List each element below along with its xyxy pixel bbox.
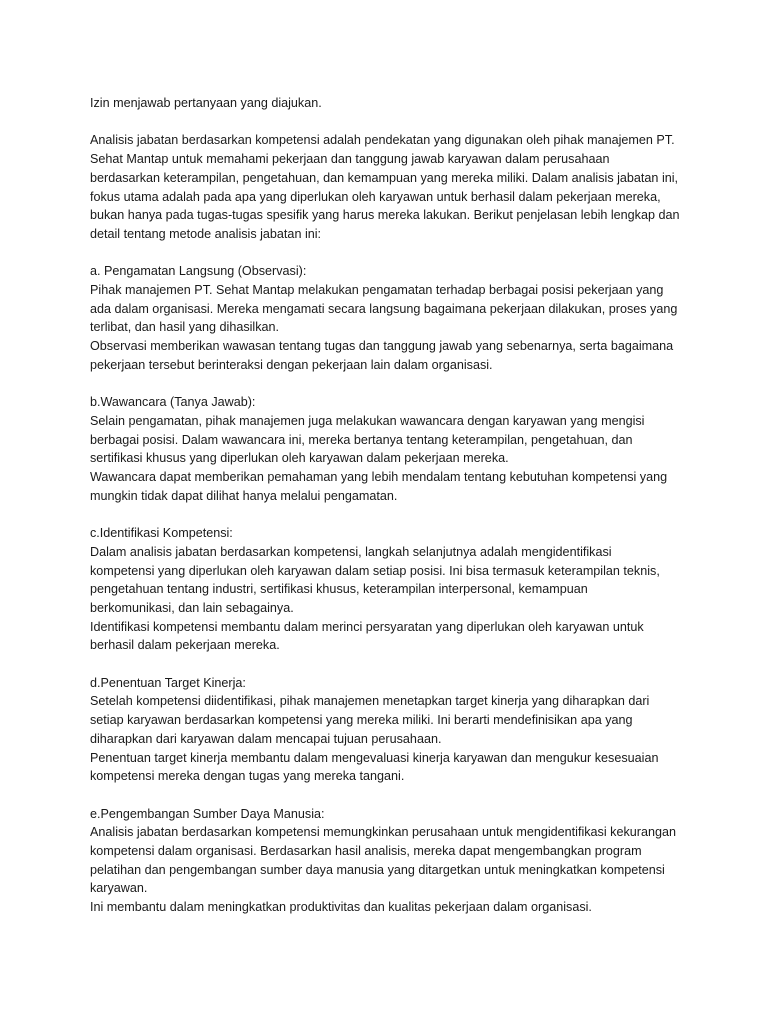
section-line: ada dalam organisasi. Mereka mengamati secara langsung bagaimana pekerjaan dilakukan, proses yang	[90, 301, 678, 316]
section-line: sertifikasi khusus yang diperlukan oleh karyawan dalam pekerjaan mereka.	[90, 451, 509, 466]
section-line: kompetensi mereka dengan tugas yang mereka tangani.	[90, 769, 405, 784]
section-pengembangan-sdm	[90, 805, 690, 917]
section-line: pengetahuan tentang industri, sertifikasi khusus, keterampilan interpersonal, kemampuan	[90, 582, 588, 597]
section-line: Setelah kompetensi diidentifikasi, pihak manajemen menetapkan target kinerja yang diharapkan dari	[90, 694, 650, 709]
paragraph-gap	[90, 244, 690, 263]
section-line: Observasi memberikan wawasan tentang tugas dan tanggung jawab yang sebenarnya, serta bagaimana	[90, 339, 674, 354]
paragraph-gap	[90, 375, 690, 394]
section-line: Ini membantu dalam meningkatkan produktivitas dan kualitas pekerjaan dalam organisasi.	[90, 900, 592, 915]
section-wawancara	[90, 393, 690, 505]
overview-line: Sehat Mantap untuk memahami pekerjaan dan tanggung jawab karyawan dalam perusahaan	[90, 152, 610, 167]
section-line: karyawan.	[90, 881, 148, 896]
document-page	[90, 94, 690, 917]
section-line: Wawancara dapat memberikan pemahaman yang lebih mendalam tentang kebutuhan kompetensi yang	[90, 470, 668, 485]
paragraph-gap	[90, 655, 690, 674]
section-heading: b.Wawancara (Tanya Jawab):	[90, 395, 256, 410]
section-line: berbagai posisi. Dalam wawancara ini, mereka bertanya tentang keterampilan, pengetahuan, dan	[90, 432, 633, 447]
overview-line: berdasarkan keterampilan, pengetahuan, dan kemampuan yang mereka miliki. Dalam analisis jabatan ini,	[90, 170, 679, 185]
section-line: berhasil dalam pekerjaan mereka.	[90, 638, 280, 653]
paragraph-gap	[90, 505, 690, 524]
overview-line: bukan hanya pada tugas-tugas spesifik yang harus mereka lakukan. Berikut penjelasan lebih lengkap dan	[90, 208, 680, 223]
overview-line: Analisis jabatan berdasarkan kompetensi adalah pendekatan yang digunakan oleh pihak manajemen PT.	[90, 133, 675, 148]
paragraph-gap	[90, 786, 690, 805]
section-line: Penentuan target kinerja membantu dalam mengevaluasi kinerja karyawan dan mengukur kesesuaian	[90, 750, 659, 765]
paragraph-gap	[90, 113, 690, 132]
section-observasi	[90, 262, 690, 374]
section-line: Analisis jabatan berdasarkan kompetensi memungkinkan perusahaan untuk mengidentifikasi kekurangan	[90, 825, 676, 840]
section-identifikasi	[90, 524, 690, 655]
section-line: berkomunikasi, dan lain sebagainya.	[90, 600, 294, 615]
section-line: kompetensi dalam organisasi. Berdasarkan hasil analisis, mereka dapat mengembangkan program	[90, 844, 642, 859]
section-line: pekerjaan tersebut berinteraksi dengan pekerjaan lain dalam organisasi.	[90, 357, 493, 372]
overview-paragraph	[90, 131, 690, 243]
section-line: pelatihan dan pengembangan sumber daya manusia yang ditargetkan untuk meningkatkan kompetensi	[90, 862, 665, 877]
section-heading: d.Penentuan Target Kinerja:	[90, 675, 246, 690]
section-line: setiap karyawan berdasarkan kompetensi yang mereka miliki. Ini berarti mendefinisikan apa yang	[90, 713, 633, 728]
section-heading: a. Pengamatan Langsung (Observasi):	[90, 264, 307, 279]
section-heading: c.Identifikasi Kompetensi:	[90, 526, 233, 541]
section-line: kompetensi yang diperlukan oleh karyawan dalam setiap posisi. Ini bisa termasuk keterampilan teknis,	[90, 563, 660, 578]
section-line: Selain pengamatan, pihak manajemen juga melakukan wawancara dengan karyawan yang mengisi	[90, 413, 645, 428]
intro-text: Izin menjawab pertanyaan yang diajukan.	[90, 96, 322, 110]
overview-line: detail tentang metode analisis jabatan ini:	[90, 226, 322, 241]
section-line: diharapkan dari karyawan dalam mencapai tujuan perusahaan.	[90, 731, 442, 746]
section-heading: e.Pengembangan Sumber Daya Manusia:	[90, 806, 325, 821]
section-line: mungkin tidak dapat dilihat hanya melalui pengamatan.	[90, 488, 398, 503]
section-line: Identifikasi kompetensi membantu dalam merinci persyaratan yang diperlukan oleh karyawan untuk	[90, 619, 644, 634]
overview-line: fokus utama adalah pada apa yang diperlukan oleh karyawan untuk berhasil dalam pekerjaan mereka,	[90, 189, 661, 204]
section-line: terlibat, dan hasil yang dihasilkan.	[90, 320, 280, 335]
section-line: Pihak manajemen PT. Sehat Mantap melakukan pengamatan terhadap berbagai posisi pekerjaan yang	[90, 283, 664, 297]
section-target-kinerja	[90, 674, 690, 786]
section-line: Dalam analisis jabatan berdasarkan kompetensi, langkah selanjutnya adalah mengidentifikasi	[90, 544, 612, 559]
